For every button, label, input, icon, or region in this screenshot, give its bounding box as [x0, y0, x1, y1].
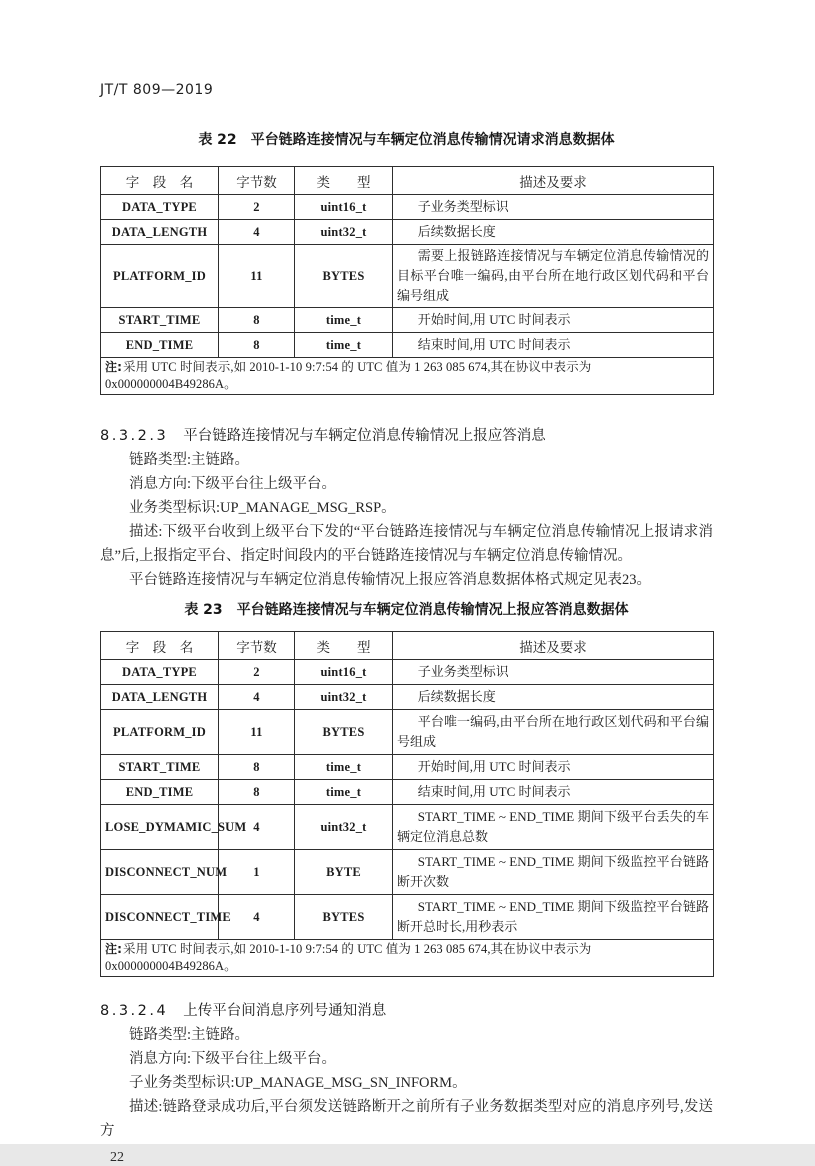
- type-cell: uint16_t: [295, 660, 393, 685]
- description-cell: 子业务类型标识: [393, 660, 714, 685]
- table22-header-field: 字 段 名: [101, 167, 219, 195]
- byte-count-cell: 8: [219, 308, 295, 333]
- field-name-cell: END_TIME: [101, 780, 219, 805]
- field-name-cell: END_TIME: [101, 333, 219, 358]
- table-note-row: [101, 940, 714, 977]
- table22-header-bytes: 字节数: [219, 167, 295, 195]
- description-cell: 开始时间,用 UTC 时间表示: [393, 308, 714, 333]
- type-cell: uint32_t: [295, 805, 393, 850]
- table22-caption-text: 平台链路连接情况与车辆定位消息传输情况请求消息数据体: [250, 132, 615, 148]
- field-name-cell: DISCONNECT_TIME: [101, 895, 219, 940]
- table-row: [101, 195, 714, 220]
- type-cell: uint16_t: [295, 195, 393, 220]
- table23-header-type: 类 型: [295, 632, 393, 660]
- description-cell: 需要上报链路连接情况与车辆定位消息传输情况的目标平台唯一编码,由平台所在地行政区划代码和平台编号组成: [393, 245, 714, 308]
- table22-header-type: 类 型: [295, 167, 393, 195]
- byte-count-cell: 8: [219, 333, 295, 358]
- table-row: [101, 220, 714, 245]
- byte-count-cell: 2: [219, 195, 295, 220]
- table-reference-line: 平台链路连接情况与车辆定位消息传输情况上报应答消息数据体格式规定见表23。: [129, 572, 651, 588]
- byte-count-cell: 2: [219, 660, 295, 685]
- byte-count-cell: 1: [219, 850, 295, 895]
- table23-note: [101, 940, 714, 977]
- table22-header-desc: 描述及要求: [393, 167, 714, 195]
- clause-number: 8.3.2.4: [100, 1003, 169, 1019]
- clause-title: 上传平台间消息序列号通知消息: [183, 1003, 387, 1019]
- field-name-cell: START_TIME: [101, 755, 219, 780]
- clause-title: 平台链路连接情况与车辆定位消息传输情况上报应答消息: [183, 428, 546, 444]
- table-row: [101, 755, 714, 780]
- field-name-cell: DATA_TYPE: [101, 195, 219, 220]
- field-name-cell: START_TIME: [101, 308, 219, 333]
- description-cell: START_TIME ~ END_TIME 期间下级平台丢失的车辆定位消息总数: [393, 805, 714, 850]
- table22-note: [101, 358, 714, 395]
- note-text: 采用 UTC 时间表示,如 2010-1-10 9:7:54 的 UTC 值为 1 263 085 674,其在协议中表示为 0x000000004B49286A。: [105, 942, 592, 973]
- field-name-cell: DISCONNECT_NUM: [101, 850, 219, 895]
- description-cell: 子业务类型标识: [393, 195, 714, 220]
- table-row: [101, 333, 714, 358]
- byte-count-cell: 8: [219, 780, 295, 805]
- table-row: [101, 895, 714, 940]
- description-cell: 后续数据长度: [393, 685, 714, 710]
- table22-caption-label: 表 22: [198, 132, 237, 148]
- table22-caption: [100, 129, 713, 149]
- message-direction-line: 消息方向:下级平台往上级平台。: [129, 476, 337, 492]
- field-name-cell: PLATFORM_ID: [101, 245, 219, 308]
- description-cell: 结束时间,用 UTC 时间表示: [393, 780, 714, 805]
- business-type-line: 子业务类型标识:UP_MANAGE_MSG_SN_INFORM。: [129, 1075, 467, 1091]
- type-cell: uint32_t: [295, 685, 393, 710]
- clause-8-3-2-3-heading: [100, 424, 713, 448]
- table-row: [101, 710, 714, 755]
- description-cell: 后续数据长度: [393, 220, 714, 245]
- page-number: 22: [110, 1150, 124, 1165]
- type-cell: time_t: [295, 333, 393, 358]
- clause-number: 8.3.2.3: [100, 428, 169, 444]
- byte-count-cell: 8: [219, 755, 295, 780]
- byte-count-cell: 11: [219, 710, 295, 755]
- table-row: [101, 805, 714, 850]
- type-cell: BYTES: [295, 710, 393, 755]
- table23-caption: [100, 599, 713, 619]
- table23-header-desc: 描述及要求: [393, 632, 714, 660]
- field-name-cell: DATA_LENGTH: [101, 685, 219, 710]
- table22-header-row: [101, 167, 714, 195]
- table-row: [101, 850, 714, 895]
- type-cell: uint32_t: [295, 220, 393, 245]
- type-cell: time_t: [295, 308, 393, 333]
- table-row: [101, 308, 714, 333]
- note-text: 采用 UTC 时间表示,如 2010-1-10 9:7:54 的 UTC 值为 1 263 085 674,其在协议中表示为 0x000000004B49286A。: [105, 360, 592, 391]
- type-cell: BYTE: [295, 850, 393, 895]
- description-cell: START_TIME ~ END_TIME 期间下级监控平台链路断开总时长,用秒表示: [393, 895, 714, 940]
- table23-caption-label: 表 23: [184, 602, 223, 618]
- byte-count-cell: 11: [219, 245, 295, 308]
- description-cell: START_TIME ~ END_TIME 期间下级监控平台链路断开次数: [393, 850, 714, 895]
- table22: [100, 166, 714, 395]
- byte-count-cell: 4: [219, 895, 295, 940]
- table-note-row: [101, 358, 714, 395]
- field-name-cell: PLATFORM_ID: [101, 710, 219, 755]
- description-paragraph: 描述:链路登录成功后,平台须发送链路断开之前所有子业务数据类型对应的消息序列号,发送方: [100, 1099, 713, 1139]
- table23-header-bytes: 字节数: [219, 632, 295, 660]
- message-direction-line: 消息方向:下级平台往上级平台。: [129, 1051, 337, 1067]
- byte-count-cell: 4: [219, 685, 295, 710]
- type-cell: BYTES: [295, 895, 393, 940]
- note-label: 注:: [105, 942, 122, 956]
- table23-header-field: 字 段 名: [101, 632, 219, 660]
- table-row: [101, 780, 714, 805]
- description-cell: 平台唯一编码,由平台所在地行政区划代码和平台编号组成: [393, 710, 714, 755]
- field-name-cell: LOSE_DYMAMIC_SUM: [101, 805, 219, 850]
- type-cell: time_t: [295, 755, 393, 780]
- business-type-line: 业务类型标识:UP_MANAGE_MSG_RSP。: [129, 500, 396, 516]
- description-paragraph: 描述:下级平台收到上级平台下发的“平台链路连接情况与车辆定位消息传输情况上报请求消息”后,上报指定平台、指定时间段内的平台链路连接情况与车辆定位消息传输情况。: [100, 524, 713, 564]
- clause-8-3-2-4-heading: [100, 999, 713, 1023]
- link-type-line: 链路类型:主链路。: [129, 452, 250, 468]
- description-cell: 开始时间,用 UTC 时间表示: [393, 755, 714, 780]
- link-type-line: 链路类型:主链路。: [129, 1027, 250, 1043]
- field-name-cell: DATA_LENGTH: [101, 220, 219, 245]
- table23: [100, 631, 714, 977]
- doc-number: JT/T 809—2019: [100, 82, 214, 98]
- description-cell: 结束时间,用 UTC 时间表示: [393, 333, 714, 358]
- page-content: [100, 0, 713, 1166]
- table23-header-row: [101, 632, 714, 660]
- note-label: 注:: [105, 360, 122, 374]
- table-row: [101, 685, 714, 710]
- table-row: [101, 245, 714, 308]
- table-row: [101, 660, 714, 685]
- byte-count-cell: 4: [219, 220, 295, 245]
- type-cell: time_t: [295, 780, 393, 805]
- table23-caption-text: 平台链路连接情况与车辆定位消息传输情况上报应答消息数据体: [236, 602, 629, 618]
- field-name-cell: DATA_TYPE: [101, 660, 219, 685]
- type-cell: BYTES: [295, 245, 393, 308]
- byte-count-cell: 4: [219, 805, 295, 850]
